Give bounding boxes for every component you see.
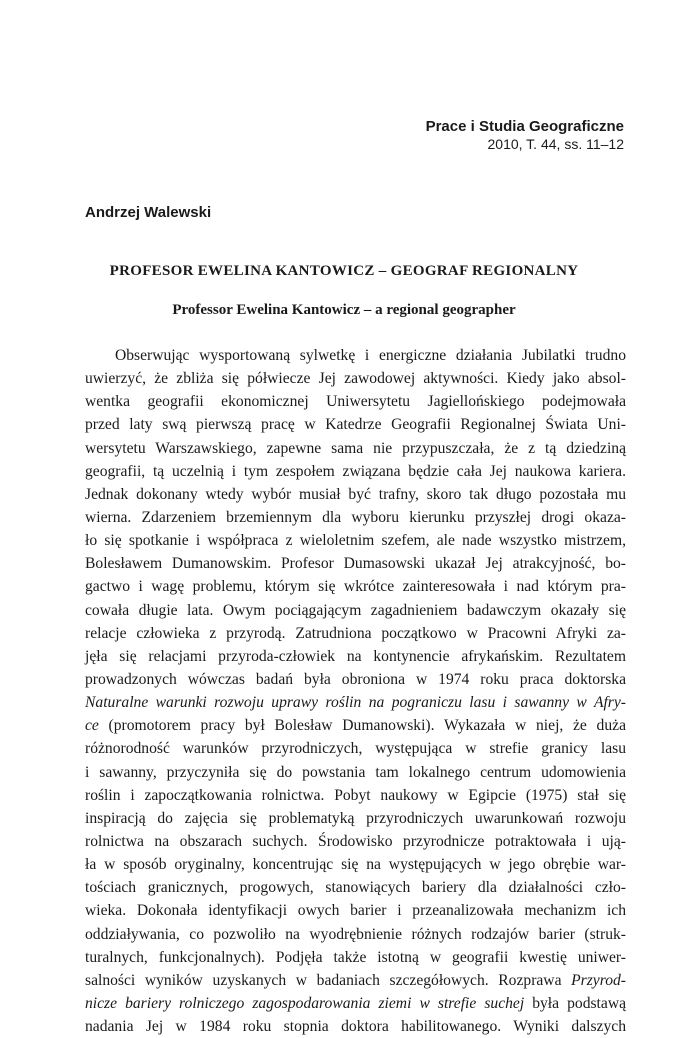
body-text-segment: wentka geografii ekonomicznej Uniwersytetu Jagiellońskiego podejmowała xyxy=(85,393,626,411)
article-title: PROFESOR EWELINA KANTOWICZ – GEOGRAF REGIONALNY xyxy=(109,263,579,279)
article-body xyxy=(85,344,626,1038)
body-line xyxy=(85,899,626,922)
body-text-segment: ła w sposób oryginalny, koncentrując się na występujących w jego obrębie war- xyxy=(85,856,626,874)
body-text-segment: (promotorem pracy był Bolesław Dumanowski). Wykazała w niej, że duża xyxy=(98,717,626,735)
body-line xyxy=(85,668,626,691)
body-line xyxy=(85,367,626,390)
body-text-segment: oddziaływania, co pozwoliło na wyodrębnienie różnych rodzajów barier (struk- xyxy=(85,925,626,943)
author-name: Andrzej Walewski xyxy=(85,204,212,221)
body-text-segment: turalnych, funkcjonalnych). Podjęła także istotną w geografii kwestię uniwer- xyxy=(85,948,626,966)
body-text-segment: Obserwując wysportowaną sylwetkę i energiczne działania Jubilatki trudno xyxy=(115,347,626,364)
body-text-segment: tościach granicznych, progowych, stanowiących bariery dla działalności czło- xyxy=(85,879,626,897)
italic-text: ce xyxy=(85,717,99,735)
body-text-segment: uwierzyć, że zbliża się półwiecze Jej zawodowej aktywności. Kiedy jako absol- xyxy=(85,370,626,388)
body-text-segment: Jednak dokonany wtedy wybór musiał być trafny, skoro tak długo pozostała mu xyxy=(85,485,626,503)
body-text-segment: Bolesławem Dumanowskim. Profesor Dumasowski ukazał Jej atrakcyjność, bo- xyxy=(85,555,626,573)
body-line xyxy=(85,946,626,969)
body-text-segment: rolnictwa na obszarach suchych. Środowisko przyrodnicze potraktowała i ują- xyxy=(85,832,626,850)
body-text-segment: jęła się relacjami przyroda-człowiek na kontynencie afrykańskim. Rezultatem xyxy=(85,647,626,665)
body-text-segment: wersytetu Warszawskiego, zapewne sama nie przypuszczała, że z tą dziedziną xyxy=(85,439,626,457)
body-line xyxy=(85,575,626,598)
body-text-segment: wierna. Zdarzeniem brzemiennym dla wyboru kierunku przyszłej drogi okaza- xyxy=(85,508,626,526)
journal-title: Prace i Studia Geograficzne xyxy=(425,118,624,135)
body-line xyxy=(85,437,626,460)
italic-text: nicze bariery rolniczego zagospodarowania ziemi w strefie suchej xyxy=(85,994,525,1012)
body-line xyxy=(85,714,626,737)
body-line xyxy=(85,992,626,1015)
body-text-segment: ło się spotkanie i współpraca z wieloletnim szefem, ale nade wszystko mistrzem, xyxy=(85,532,626,550)
body-line xyxy=(85,390,626,413)
body-text-segment: i sawanny, przyczyniła się do powstania tam lokalnego centrum udomowienia xyxy=(85,763,626,781)
body-line xyxy=(85,1015,626,1038)
body-line xyxy=(85,622,626,645)
body-line xyxy=(85,460,626,483)
body-text-segment: geografii, tą uczelnią i tym zespołem związana będzie cała Jej naukowa kariera. xyxy=(85,462,626,480)
body-line xyxy=(85,807,626,830)
body-line xyxy=(85,761,626,784)
body-line xyxy=(85,923,626,946)
journal-header xyxy=(426,118,624,153)
journal-volume-pages: 2010, T. 44, ss. 11–12 xyxy=(487,136,624,152)
body-line xyxy=(85,876,626,899)
body-line xyxy=(85,969,626,992)
body-text-segment: wieka. Dokonała identyfikacji owych barier i przeanalizowała mechanizm ich xyxy=(85,902,626,920)
body-line xyxy=(85,552,626,575)
body-line xyxy=(85,529,626,552)
body-text-segment: cowała długie lata. Owym pociągającym zagadnieniem badawczym okazały się xyxy=(85,601,626,619)
body-text-segment: różnorodność warunków przyrodniczych, występująca w strefie granicy lasu xyxy=(85,740,626,758)
body-text-segment: inspiracją do zajęcia się problematyką przyrodniczych uwarunkowań rozwoju xyxy=(85,809,626,827)
body-line xyxy=(85,691,626,714)
body-text-segment: gactwo i wagę problemu, którym się wkrótce zainteresowała i nad którym pra- xyxy=(85,578,626,596)
body-line xyxy=(85,413,626,436)
body-line xyxy=(85,344,626,367)
body-text-segment: relacje człowieka z przyrodą. Zatrudniona początkowo w Pracowni Afryki za- xyxy=(85,624,626,642)
article-title-english: Professor Ewelina Kantowicz – a regional geographer xyxy=(172,302,516,318)
italic-text: Przyrod- xyxy=(571,971,626,989)
italic-text: Naturalne warunki rozwoju uprawy roślin na pograniczu lasu i sawanny w Afry- xyxy=(85,694,626,712)
body-line xyxy=(85,737,626,760)
body-line xyxy=(85,784,626,807)
body-text-segment: prowadzonych wówczas badań była obroniona w 1974 roku praca doktorska xyxy=(85,670,626,688)
body-text-segment: była podstawą xyxy=(524,994,626,1012)
body-text-segment: przed laty swą pierwszą pracę w Katedrze Geografii Regionalnej Świata Uni- xyxy=(85,416,626,434)
body-line xyxy=(85,483,626,506)
body-line xyxy=(85,645,626,668)
body-text-segment: salności wyników uzyskanych w badaniach szczegółowych. Rozprawa xyxy=(85,971,572,989)
body-line xyxy=(85,853,626,876)
body-line xyxy=(85,506,626,529)
body-line xyxy=(85,599,626,622)
body-text-segment: roślin i zapoczątkowania rolnictwa. Pobyt naukowy w Egipcie (1975) stał się xyxy=(85,786,626,804)
body-line xyxy=(85,830,626,853)
body-text-segment: nadania Jej w 1984 roku stopnia doktora habilitowanego. Wyniki dalszych xyxy=(85,1018,626,1036)
